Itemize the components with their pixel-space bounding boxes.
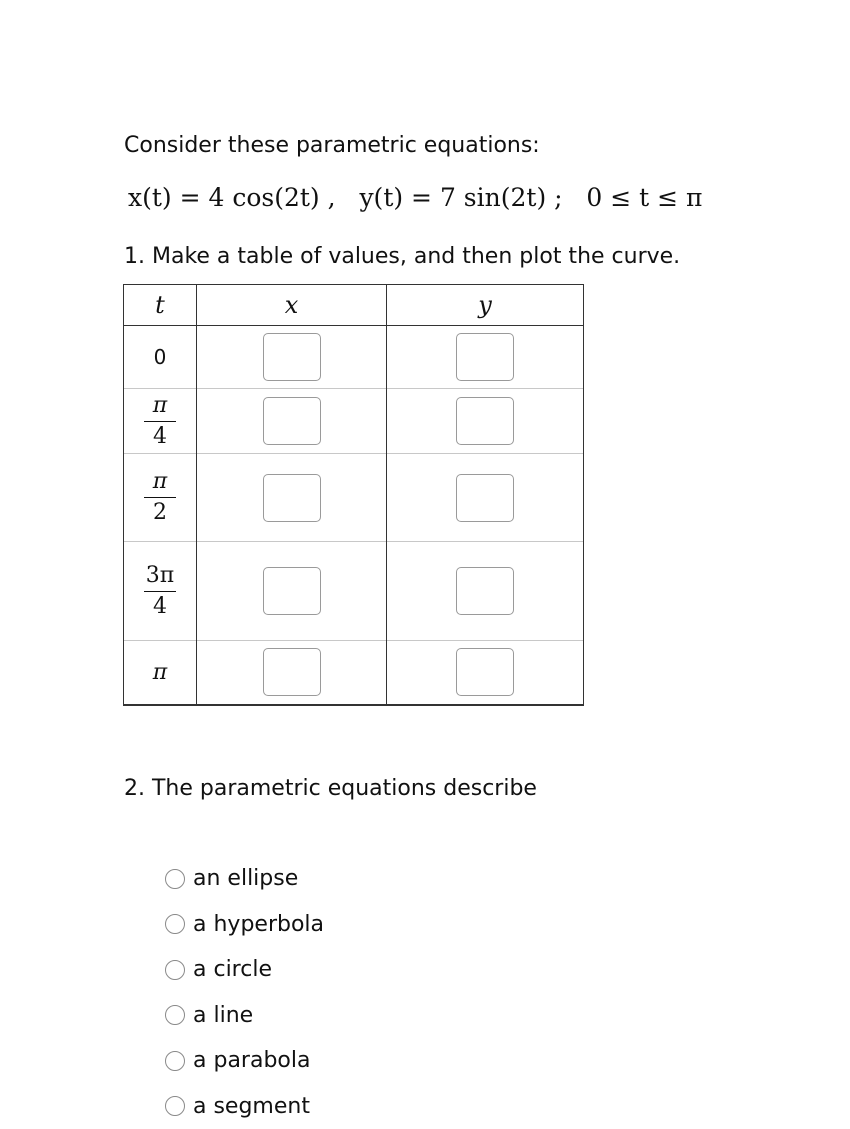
y-cell (387, 641, 584, 705)
option-ellipse[interactable] (165, 856, 324, 902)
t-cell (124, 326, 197, 389)
intro-text: Consider these parametric equations: (124, 131, 540, 161)
x-cell (197, 641, 387, 705)
option-label: a hyperbola (193, 912, 324, 937)
radio-button[interactable] (165, 1096, 185, 1116)
x-input-t0[interactable] (263, 333, 321, 381)
values-table (123, 284, 584, 706)
x-input-t2[interactable] (263, 474, 321, 522)
t-numerator: 3π (144, 563, 176, 591)
parametric-equations (128, 181, 702, 215)
y-cell (387, 454, 584, 542)
t-fraction (144, 469, 176, 526)
option-label: a circle (193, 957, 272, 982)
question-1: 1. Make a table of values, and then plot the curve. (124, 242, 680, 272)
t-denominator: 2 (144, 497, 176, 526)
option-line[interactable] (165, 993, 324, 1039)
table-row (124, 641, 584, 705)
t-cell (124, 454, 197, 542)
x-cell (197, 326, 387, 389)
table-row (124, 389, 584, 454)
y-equation: y(t) = 7 sin(2t) ; (359, 183, 562, 212)
t-denominator: 4 (144, 591, 176, 620)
option-hyperbola[interactable] (165, 902, 324, 948)
t-fraction (144, 563, 176, 620)
y-input-t0[interactable] (456, 333, 514, 381)
radio-button[interactable] (165, 1051, 185, 1071)
x-cell (197, 542, 387, 641)
y-cell (387, 326, 584, 389)
x-input-t1[interactable] (263, 397, 321, 445)
t-denominator: 4 (144, 421, 176, 450)
table-row (124, 326, 584, 389)
x-input-t4[interactable] (263, 648, 321, 696)
option-label: a line (193, 1003, 253, 1028)
t-cell (124, 641, 197, 705)
y-input-t3[interactable] (456, 567, 514, 615)
t-value: 0 (154, 345, 167, 369)
table-row (124, 454, 584, 542)
radio-button[interactable] (165, 914, 185, 934)
radio-button[interactable] (165, 960, 185, 980)
option-label: a parabola (193, 1048, 310, 1073)
radio-button[interactable] (165, 869, 185, 889)
x-cell (197, 454, 387, 542)
t-value: π (153, 660, 167, 685)
y-cell (387, 542, 584, 641)
option-label: a segment (193, 1094, 310, 1119)
question-2: 2. The parametric equations describe (124, 774, 537, 804)
table-row (124, 542, 584, 641)
t-cell (124, 542, 197, 641)
option-circle[interactable] (165, 947, 324, 993)
answer-options (165, 856, 324, 1129)
y-input-t1[interactable] (456, 397, 514, 445)
y-input-t2[interactable] (456, 474, 514, 522)
t-domain: 0 ≤ t ≤ π (586, 183, 702, 212)
t-numerator: π (151, 393, 169, 421)
radio-button[interactable] (165, 1005, 185, 1025)
t-cell (124, 389, 197, 454)
x-equation: x(t) = 4 cos(2t) , (128, 183, 336, 212)
option-segment[interactable] (165, 1084, 324, 1129)
x-cell (197, 389, 387, 454)
header-x: x (197, 285, 387, 326)
option-label: an ellipse (193, 866, 298, 891)
t-numerator: π (151, 469, 169, 497)
y-input-t4[interactable] (456, 648, 514, 696)
table-header-row (124, 285, 584, 326)
t-fraction (144, 393, 176, 450)
option-parabola[interactable] (165, 1038, 324, 1084)
header-y: y (387, 285, 584, 326)
x-input-t3[interactable] (263, 567, 321, 615)
header-t: t (124, 285, 197, 326)
y-cell (387, 389, 584, 454)
